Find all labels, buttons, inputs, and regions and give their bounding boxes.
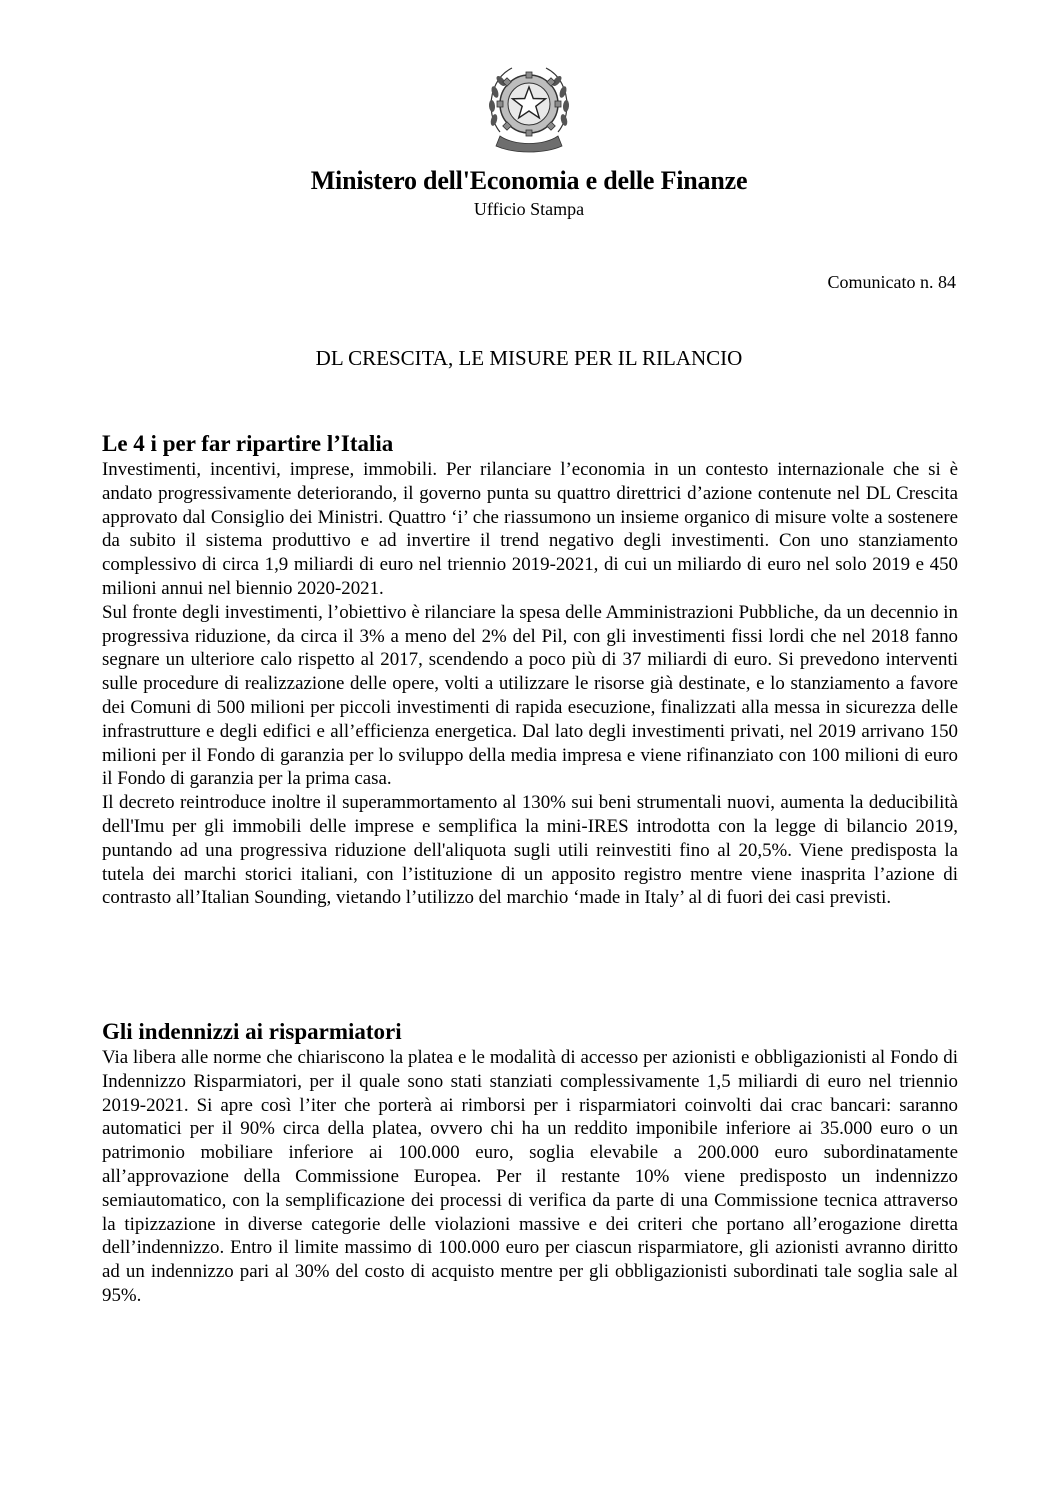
section-paragraph: Via libera alle norme che chiariscono la platea e le modalità di accesso per azionisti e obbligazionisti al Fondo di Indennizzo Risparmiatori, per il quale sono stati stanziati complessivamente 1,5 miliardi di euro nel triennio 2019-2021. Si apre così l’iter che porterà ai rimborsi per i risparmiatori coinvolti dai crac bancari: saranno automatici per il 90% circa della platea, ovvero chi ha un reddito imponibile inferiore ai 35.000 euro o un patrimonio mobiliare inferiore ai 100.000 euro, soglia elevabile a 200.000 euro subordinatamente all’approvazione della Commissione Europea. Per il restante 10% viene predisposto un indennizzo semiautomatico, con la semplificazione dei processi di verifica da parte di una Commissione tecnica attraverso la tipizzazione in diverse categorie delle violazioni massive e dei criteri che portano all’erogazione diretta dell’indennizzo. Entro il limite massimo di 100.000 euro per ciascun risparmiatore, gli azionisti avranno diritto ad un indennizzo pari al 30% del costo di acquisto mentre per gli obbligazionisti subordinati tale soglia sale al 95%. bbox=[102, 1047, 958, 1306]
section-paragraph: Investimenti, incentivi, imprese, immobili. Per rilanciare l’economia in un contesto internazionale che si è andato progressivamente deteriorando, il governo punta su quattro direttrici d’azione contenute nel DL Crescita approvato dal Consiglio dei Ministri. Quattro ‘i’ che riassumono un insieme organico di misure volte a sostenere da subito il sistema produttivo e ad invertire il trend negativo degli investimenti. Con uno stanziamento complessivo di circa 1,9 miliardi di euro nel triennio 2019-2021, di cui un miliardo di euro nel solo 2019 e 450 milioni annui nel biennio 2020-2021. bbox=[102, 459, 958, 599]
section-heading: Le 4 i per far ripartire l’Italia bbox=[102, 431, 394, 456]
section-four-i bbox=[102, 430, 958, 910]
italian-republic-emblem-icon bbox=[486, 62, 572, 158]
section-paragraph: Sul fronte degli investimenti, l’obiettivo è rilanciare la spesa delle Amministrazioni Pubbliche, da un decennio in progressiva riduzione, da circa il 3% a meno del 2% del Pil, con gli investimenti fissi lordi che nel 2018 fanno segnare un ulteriore calo rispetto al 2017, scendendo a poco più di 37 miliardi di euro. Si prevedono interventi sulle procedure di realizzazione delle opere, volti a utilizzare le risorse già destinate, e lo stanziamento a favore dei Comuni di 500 milioni per piccoli investimenti di rapida esecuzione, finalizzati alla messa in sicurezza delle infrastrutture e degli edifici e all’efficienza energetica. Dal lato degli investimenti privati, nel 2019 arrivano 150 milioni per il Fondo di garanzia per lo sviluppo della media impresa e viene rifinanziato con 100 milioni di euro il Fondo di garanzia per la prima casa. bbox=[102, 601, 958, 790]
office-name: Ufficio Stampa bbox=[473, 199, 585, 219]
ministry-name: Ministero dell'Economia e delle Finanze bbox=[310, 166, 748, 195]
section-heading: Gli indennizzi ai risparmiatori bbox=[102, 1019, 402, 1044]
section-indennizzi bbox=[102, 1018, 958, 1308]
release-number: Comunicato n. 84 bbox=[827, 272, 956, 292]
document-title: DL CRESCITA, LE MISURE PER IL RILANCIO bbox=[315, 346, 743, 370]
section-paragraph: Il decreto reintroduce inoltre il superammortamento al 130% sui beni strumentali nuovi, aumenta la deducibilità dell'Imu per gli immobili delle imprese e semplifica la mini-IRES introdotta con la legge di bilancio 2019, puntando ad una progressiva riduzione dell'aliquota sugli utili reinvestiti fino al 20,5%. Viene predisposta la tutela dei marchi storici italiani, con l’istituzione di un apposito registro mentre viene inasprita l’azione di contrasto all’Italian Sounding, vietando l’utilizzo del marchio ‘made in Italy’ al di fuori dei casi previsti. bbox=[102, 792, 958, 909]
